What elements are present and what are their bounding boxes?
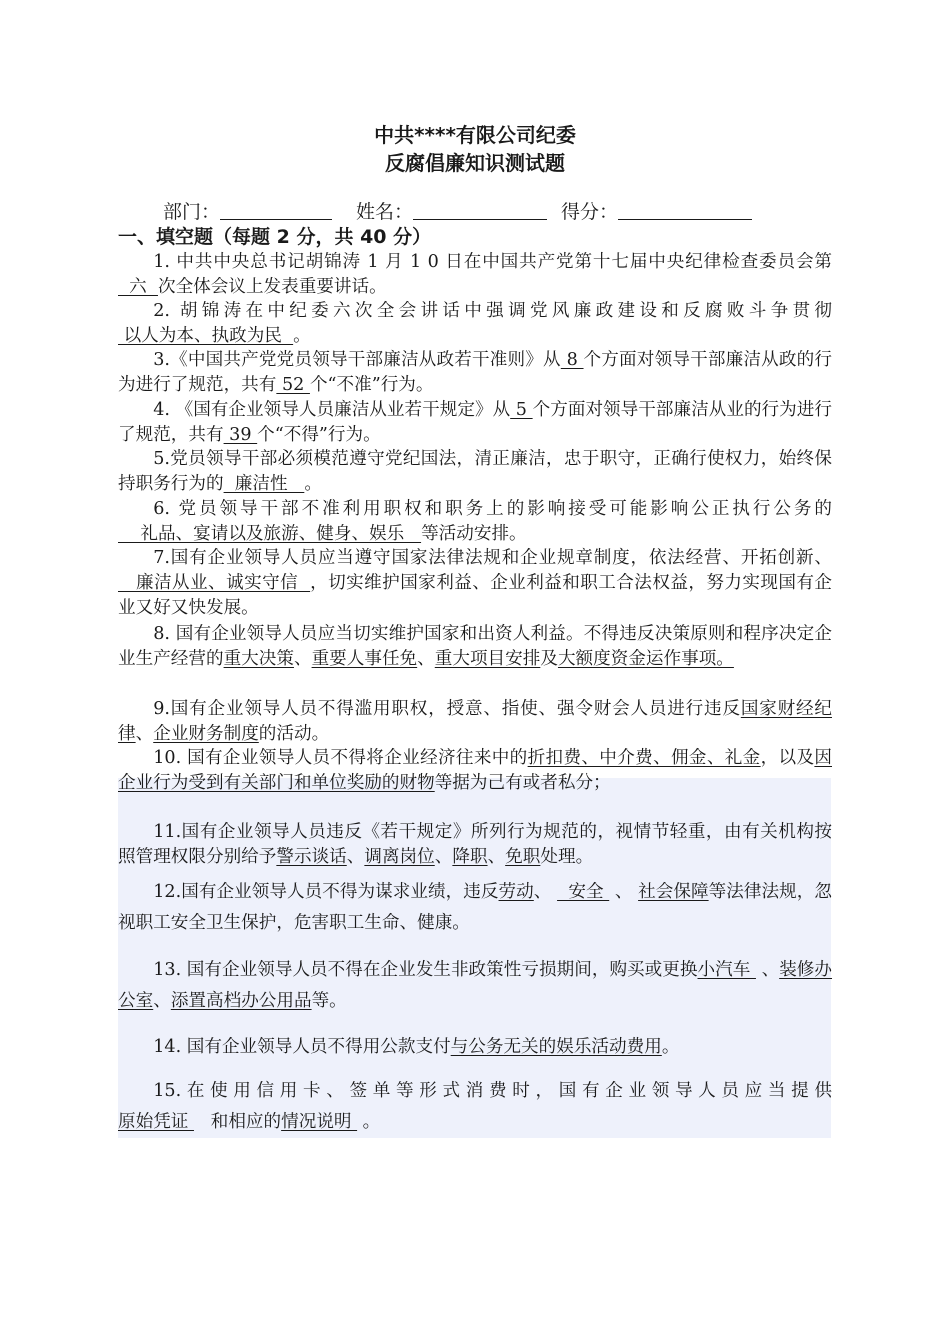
question-5: 5.党员领导干部必须模范遵守党纪国法，清正廉洁，忠于职守，正确行使权力，始终保持职务行为的 廉洁性 。 bbox=[118, 449, 832, 494]
answer-blank: 以人为本、执政为民 bbox=[118, 326, 294, 346]
section-heading: 一、填空题（每题 2 分，共 40 分） bbox=[118, 226, 432, 248]
answer-blank: 警示谈话 bbox=[276, 847, 347, 867]
question-7: 7.国有企业领导人员应当遵守国家法律法规和企业规章制度，依法经营、开拓创新、 廉洁从业、诚实守信 ，切实维护国家利益、企业利益和职工合法权益，努力实现国有企业又好又快发展。 bbox=[118, 548, 832, 618]
answer-blank: 廉洁性 bbox=[223, 474, 305, 494]
question-15: 15.在使用信用卡、签单等形式消费时，国有企业领导人员应当提供原始凭证 和相应的情况说明 。 bbox=[118, 1081, 832, 1132]
question-1: 1. 中共中央总书记胡锦涛 1 月 1 0 日在中国共产党第十七届中央纪律检查委员会第 六 次全体会议上发表重要讲话。 bbox=[118, 252, 832, 297]
question-4: 4. 《国有企业领导人员廉洁从业若干规定》从 5 个方面对领导干部廉洁从业的行为进行了规范，共有 39 个“不得”行为。 bbox=[118, 400, 832, 445]
question-8: 8. 国有企业领导人员应当切实维护国家和出资人利益。不得违反决策原则和程序决定企业生产经营的重大决策、重要人事任免、重大项目安排及大额度资金运作事项。 bbox=[118, 624, 832, 669]
answer-blank: 劳动 bbox=[498, 882, 534, 902]
score-label: 得分： bbox=[561, 201, 619, 223]
answer-blank: 原始凭证 bbox=[118, 1112, 194, 1132]
question-3: 3.《中国共产党党员领导干部廉洁从政若干准则》从 8 个方面对领导干部廉洁从政的行为进行了规范，共有 52 个“不准”行为。 bbox=[118, 350, 832, 395]
question-11: 11.国有企业领导人员违反《若干规定》所列行为规范的，视情节轻重，由有关机构按照管理权限分别给予警示谈话、调离岗位、降职、免职处理。 bbox=[118, 822, 832, 867]
name-label: 姓名： bbox=[356, 201, 414, 223]
answer-blank: 52 bbox=[276, 375, 310, 395]
answer-blank: 企业财务制度 bbox=[153, 724, 259, 744]
answer-blank: 装修办公室 bbox=[118, 960, 833, 1011]
answer-blank: 与公务无关的娱乐活动费用 bbox=[450, 1037, 662, 1057]
answer-blank: 社会保障 bbox=[638, 882, 709, 902]
answer-blank: 重要人事任免 bbox=[311, 649, 418, 669]
question-12: 12.国有企业领导人员不得为谋求业绩，违反劳动、 安全 、 社会保障等法律法规，忽视职工安全卫生保护，危害职工生命、健康。 bbox=[118, 882, 832, 933]
question-14: 14. 国有企业领导人员不得用公款支付与公务无关的娱乐活动费用。 bbox=[153, 1037, 680, 1057]
answer-blank: 六 bbox=[118, 277, 158, 297]
answer-blank: 国家财经纪律 bbox=[118, 699, 832, 744]
score-field[interactable] bbox=[618, 199, 752, 220]
answer-blank: 大额度资金运作事项。 bbox=[557, 649, 734, 669]
question-9: 9.国有企业领导人员不得滥用职权，授意、指使、强令财会人员进行违反国家财经纪律、企业财务制度的活动。 bbox=[118, 699, 832, 744]
answer-blank: 重大决策 bbox=[223, 649, 294, 669]
department-field[interactable] bbox=[220, 199, 332, 220]
answer-blank: 39 bbox=[223, 425, 258, 445]
name-field[interactable] bbox=[413, 199, 547, 220]
answer-blank: 重大项目安排 bbox=[434, 649, 541, 669]
answer-blank: 廉洁从业、诚实守信 bbox=[118, 573, 311, 593]
question-6: 6. 党员领导干部不准利用职权和职务上的影响接受可能影响公正执行公务的 礼品、宴请以及旅游、健身、娱乐 等活动安排。 bbox=[118, 499, 832, 544]
question-10: 10. 国有企业领导人员不得将企业经济往来中的折扣费、中介费、佣金、礼金，以及因企业行为受到有关部门和单位奖励的财物等据为己有或者私分； bbox=[118, 748, 832, 793]
answer-blank: 添置高档办公用品 bbox=[170, 991, 312, 1011]
document-subtitle: 反腐倡廉知识测试题 bbox=[385, 151, 565, 175]
answer-blank: 8 bbox=[560, 350, 584, 370]
answer-blank: 调离岗位 bbox=[364, 847, 435, 867]
department-label: 部门： bbox=[163, 201, 221, 223]
question-13: 13. 国有企业领导人员不得在企业发生非政策性亏损期间，购买或更换小汽车 、装修办公室、添置高档办公用品等。 bbox=[118, 960, 833, 1011]
answer-blank: 折扣费、中介费、佣金、礼金 bbox=[527, 748, 761, 768]
answer-blank: 降职 bbox=[452, 847, 488, 867]
answer-blank: 礼品、宴请以及旅游、健身、娱乐 bbox=[118, 524, 422, 544]
answer-blank: 免职 bbox=[505, 847, 541, 867]
document-title: 中共****有限公司纪委 bbox=[374, 123, 576, 147]
answer-blank: 情况说明 bbox=[281, 1112, 358, 1132]
answer-blank: 5 bbox=[510, 400, 533, 420]
respondent-info-row bbox=[163, 198, 752, 226]
question-2: 2. 胡锦涛在中纪委六次全会讲话中强调党风廉政建设和反腐败斗争贯彻 以人为本、执政为民 。 bbox=[118, 301, 832, 346]
answer-blank: 安全 bbox=[557, 882, 610, 902]
answer-blank: 因企业行为受到有关部门和单位奖励的财物 bbox=[118, 748, 832, 793]
answer-blank: 小汽车 bbox=[697, 960, 756, 980]
